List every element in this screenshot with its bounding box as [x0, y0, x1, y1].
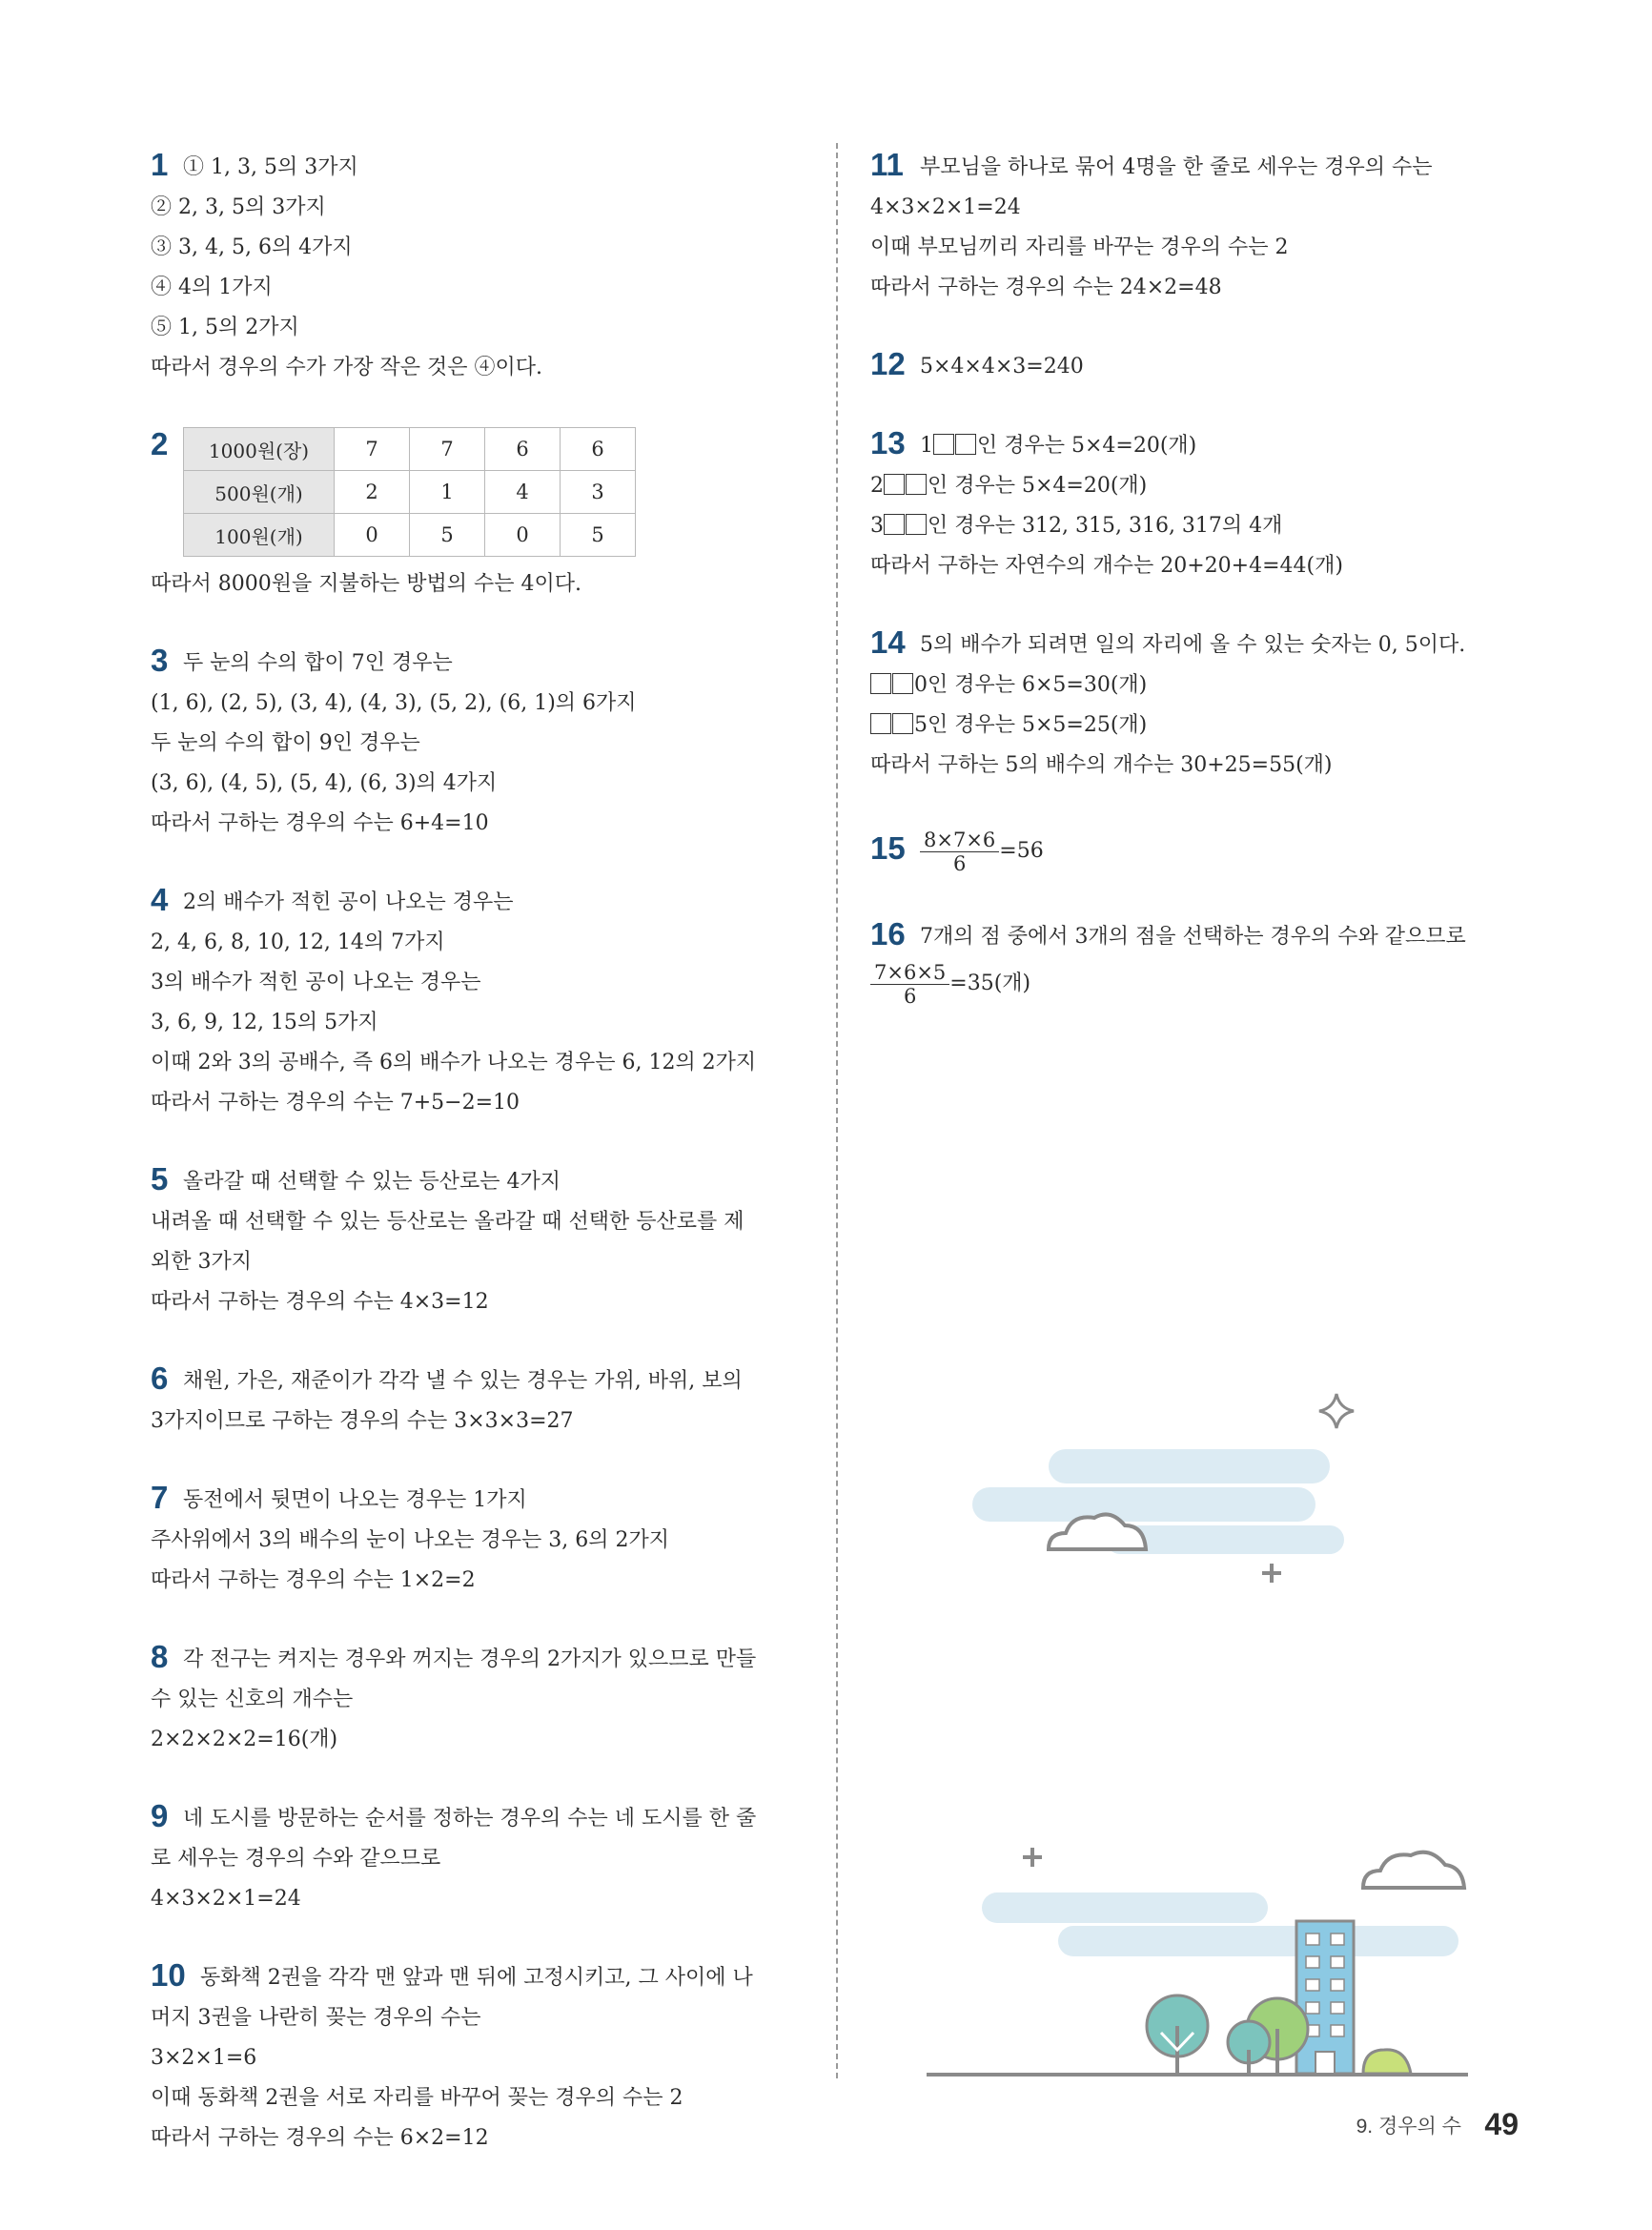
table-cell: 4	[485, 471, 561, 514]
sparkle-icon	[1319, 1394, 1354, 1428]
answer-line: 3×2×1=6	[151, 2046, 257, 2070]
answer-text: 인 경우는 312, 315, 316, 317의 4개	[928, 514, 1283, 538]
problem-number: 2	[151, 426, 169, 461]
blank-box	[955, 434, 976, 455]
answer-line: 이때 동화책 2권을 서로 자리를 바꾸어 꽂는 경우의 수는 2	[151, 2086, 683, 2110]
problem-4	[151, 883, 818, 1123]
page-number: 49	[1484, 2107, 1519, 2141]
problem-7	[151, 1481, 818, 1601]
answer-line: ② 2, 3, 5의 3가지	[151, 195, 326, 219]
answer-line	[870, 466, 1519, 506]
answer-line	[870, 506, 1519, 546]
problem-6	[151, 1361, 818, 1442]
answer-line: ④ 4의 1가지	[151, 276, 273, 299]
answer-line: 3가지이므로 구하는 경우의 수는 3×3×3=27	[151, 1409, 574, 1433]
table-header-cell: 500원(개)	[184, 471, 335, 514]
cloud-band	[1049, 1449, 1330, 1483]
answer-line: 주사위에서 3의 배수의 눈이 나오는 경우는 3, 6의 2가지	[151, 1528, 669, 1552]
answer-line: ① 1, 3, 5의 3가지	[183, 155, 358, 179]
problem-number: 7	[151, 1480, 169, 1515]
tree-icon	[1147, 1995, 1208, 2074]
digit: 2	[870, 474, 884, 498]
problem-14	[870, 625, 1519, 786]
answer-line	[870, 706, 1519, 746]
numerator: 7×6×5	[870, 961, 949, 985]
blank-box	[933, 434, 954, 455]
table-cell: 5	[561, 514, 636, 557]
fraction	[870, 961, 949, 1008]
table-cell: 2	[335, 471, 410, 514]
answer-line: 머지 3권을 나란히 꽂는 경우의 수는	[151, 2006, 481, 2030]
problem-number: 12	[870, 346, 906, 381]
table-cell: 5	[410, 514, 485, 557]
cloud-band	[1058, 1926, 1458, 1956]
problem-number: 14	[870, 624, 906, 660]
answer-line: 따라서 구하는 경우의 수는 6+4=10	[151, 811, 489, 835]
answer-text: 5인 경우는 5×5=25(개)	[914, 713, 1148, 737]
answer-line: ⑤ 1, 5의 2가지	[151, 316, 299, 339]
table-cell: 6	[485, 428, 561, 471]
answer-line: 2의 배수가 적힌 공이 나오는 경우는	[183, 890, 514, 914]
problem-number: 3	[151, 643, 169, 678]
problem-9	[151, 1799, 818, 1919]
answer-line: 5×4×4×3=240	[920, 355, 1084, 378]
problem-1	[151, 148, 818, 388]
table-cell: 0	[335, 514, 410, 557]
answer-line: 2×2×2×2=16(개)	[151, 1728, 338, 1751]
problem-number: 1	[151, 147, 169, 182]
table-cell: 1	[410, 471, 485, 514]
table-row	[184, 471, 636, 514]
problem-13	[870, 426, 1519, 586]
table-header-cell: 1000원(장)	[184, 428, 335, 471]
cloud-band	[982, 1892, 1268, 1923]
problem-5	[151, 1162, 818, 1322]
answer-line: 따라서 구하는 5의 배수의 개수는 30+25=55(개)	[870, 753, 1333, 777]
answer-line	[920, 426, 1519, 466]
answer-line: 따라서 8000원을 지불하는 방법의 수는 4이다.	[151, 572, 581, 596]
plus-icon	[1262, 1564, 1281, 1583]
answer-text: =56	[999, 839, 1044, 863]
answer-line	[920, 825, 1519, 878]
problem-number: 10	[151, 1957, 186, 1993]
answer-line: 내려올 때 선택할 수 있는 등산로는 올라갈 때 선택한 등산로를 제	[151, 1210, 744, 1234]
table-row	[184, 514, 636, 557]
answer-line: 따라서 구하는 경우의 수는 6×2=12	[151, 2126, 489, 2150]
answer-text: 인 경우는 5×4=20(개)	[928, 474, 1148, 498]
problem-number: 15	[870, 830, 906, 866]
blank-box	[870, 713, 891, 734]
denominator: 6	[903, 984, 917, 1008]
answer-line: 네 도시를 방문하는 순서를 정하는 경우의 수는 네 도시를 한 줄	[183, 1807, 757, 1831]
left-column	[151, 148, 818, 2198]
digit: 1	[920, 434, 933, 458]
answer-line	[870, 665, 1519, 706]
answer-line: 동전에서 뒷면이 나오는 경우는 1가지	[183, 1488, 527, 1512]
blank-box	[892, 713, 913, 734]
answer-line: 각 전구는 켜지는 경우와 꺼지는 경우의 2가지가 있으므로 만들	[183, 1647, 757, 1671]
answer-line: 4×3×2×1=24	[870, 195, 1021, 219]
answer-text: =35(개)	[949, 972, 1031, 995]
answer-line: 따라서 구하는 경우의 수는 1×2=2	[151, 1568, 476, 1592]
building	[1296, 1921, 1354, 2074]
problem-8	[151, 1640, 818, 1760]
answer-line: 이때 부모님끼리 자리를 바꾸는 경우의 수는 2	[870, 235, 1289, 259]
answer-line: (3, 6), (4, 5), (5, 4), (6, 3)의 4가지	[151, 771, 498, 795]
answer-line: 두 눈의 수의 합이 9인 경우는	[151, 731, 420, 755]
answer-text: 0인 경우는 6×5=30(개)	[914, 673, 1148, 697]
answer-line: 두 눈의 수의 합이 7인 경우는	[183, 651, 453, 675]
answer-line: 로 세우는 경우의 수와 같으므로	[151, 1847, 441, 1871]
answer-line: 3, 6, 9, 12, 15의 5가지	[151, 1011, 378, 1034]
answer-line: 이때 2와 3의 공배수, 즉 6의 배수가 나오는 경우는 6, 12의 2가지	[151, 1051, 757, 1074]
table-header-cell: 100원(개)	[184, 514, 335, 557]
problem-number: 5	[151, 1161, 169, 1197]
digit: 3	[870, 514, 884, 538]
denominator: 6	[952, 851, 967, 875]
problem-number: 16	[870, 916, 906, 951]
answer-line: 7개의 점 중에서 3개의 점을 선택하는 경우의 수와 같으므로	[920, 925, 1466, 949]
blank-box	[884, 474, 905, 495]
numerator: 8×7×6	[920, 829, 999, 852]
blank-box	[906, 474, 927, 495]
answer-line: 수 있는 신호의 개수는	[151, 1688, 354, 1711]
answer-line: 채원, 가은, 재준이가 각각 낼 수 있는 경우는 가위, 바위, 보의	[183, 1369, 743, 1393]
answer-line: ③ 3, 4, 5, 6의 4가지	[151, 235, 353, 259]
problem-number: 13	[870, 425, 906, 460]
answer-line: 따라서 구하는 자연수의 개수는 20+20+4=44(개)	[870, 554, 1343, 578]
problem-number: 6	[151, 1361, 169, 1396]
answer-line: 외한 3가지	[151, 1250, 252, 1274]
problem-3	[151, 644, 818, 844]
table-cell: 7	[335, 428, 410, 471]
answer-line: 부모님을 하나로 묶어 4명을 한 줄로 세우는 경우의 수는	[920, 155, 1433, 179]
chapter-label: 9. 경우의 수	[1356, 2115, 1461, 2138]
cloud-icon	[1363, 1852, 1464, 1888]
answer-line: 따라서 구하는 경우의 수는 7+5−2=10	[151, 1091, 520, 1115]
payment-table	[183, 427, 636, 557]
problem-11	[870, 148, 1519, 308]
blank-box	[884, 514, 905, 535]
answer-line: 2, 4, 6, 8, 10, 12, 14의 7가지	[151, 931, 445, 954]
table-cell: 7	[410, 428, 485, 471]
column-divider	[836, 143, 838, 2078]
city-illustration	[915, 1392, 1535, 2097]
answer-line: 따라서 경우의 수가 가장 작은 것은 ④이다.	[151, 356, 542, 379]
bush-icon	[1363, 2050, 1411, 2074]
table-cell: 3	[561, 471, 636, 514]
problem-12	[870, 347, 1519, 387]
problem-2	[151, 427, 818, 604]
problem-number: 11	[870, 147, 904, 182]
answer-line: 올라갈 때 선택할 수 있는 등산로는 4가지	[183, 1170, 561, 1194]
problem-number: 4	[151, 882, 169, 917]
blank-box	[870, 673, 891, 694]
table-cell: 0	[485, 514, 561, 557]
table-row	[184, 428, 636, 471]
problem-10	[151, 1958, 818, 2158]
right-column	[870, 148, 1519, 1050]
page-footer	[1356, 2107, 1519, 2142]
answer-line: 동화책 2권을 각각 맨 앞과 맨 뒤에 고정시키고, 그 사이에 나	[200, 1966, 753, 1990]
answer-line: 따라서 구하는 경우의 수는 4×3=12	[151, 1290, 489, 1314]
blank-box	[906, 514, 927, 535]
answer-line: (1, 6), (2, 5), (3, 4), (4, 3), (5, 2), (6, 1)의 6가지	[151, 691, 637, 715]
cloud-band	[972, 1487, 1315, 1522]
answer-line: 5의 배수가 되려면 일의 자리에 올 수 있는 숫자는 0, 5이다.	[920, 633, 1466, 657]
problem-16	[870, 917, 1519, 1011]
problem-number: 8	[151, 1639, 169, 1674]
answer-line: 따라서 구하는 경우의 수는 24×2=48	[870, 276, 1222, 299]
table-cell: 6	[561, 428, 636, 471]
problem-number: 9	[151, 1798, 169, 1833]
answer-line: 4×3×2×1=24	[151, 1887, 301, 1911]
fraction	[920, 829, 999, 875]
answer-line: 3의 배수가 적힌 공이 나오는 경우는	[151, 971, 481, 994]
plus-icon	[1023, 1848, 1042, 1867]
problem-15	[870, 825, 1519, 878]
blank-box	[892, 673, 913, 694]
answer-line	[870, 957, 1519, 1011]
answer-text: 인 경우는 5×4=20(개)	[977, 434, 1197, 458]
